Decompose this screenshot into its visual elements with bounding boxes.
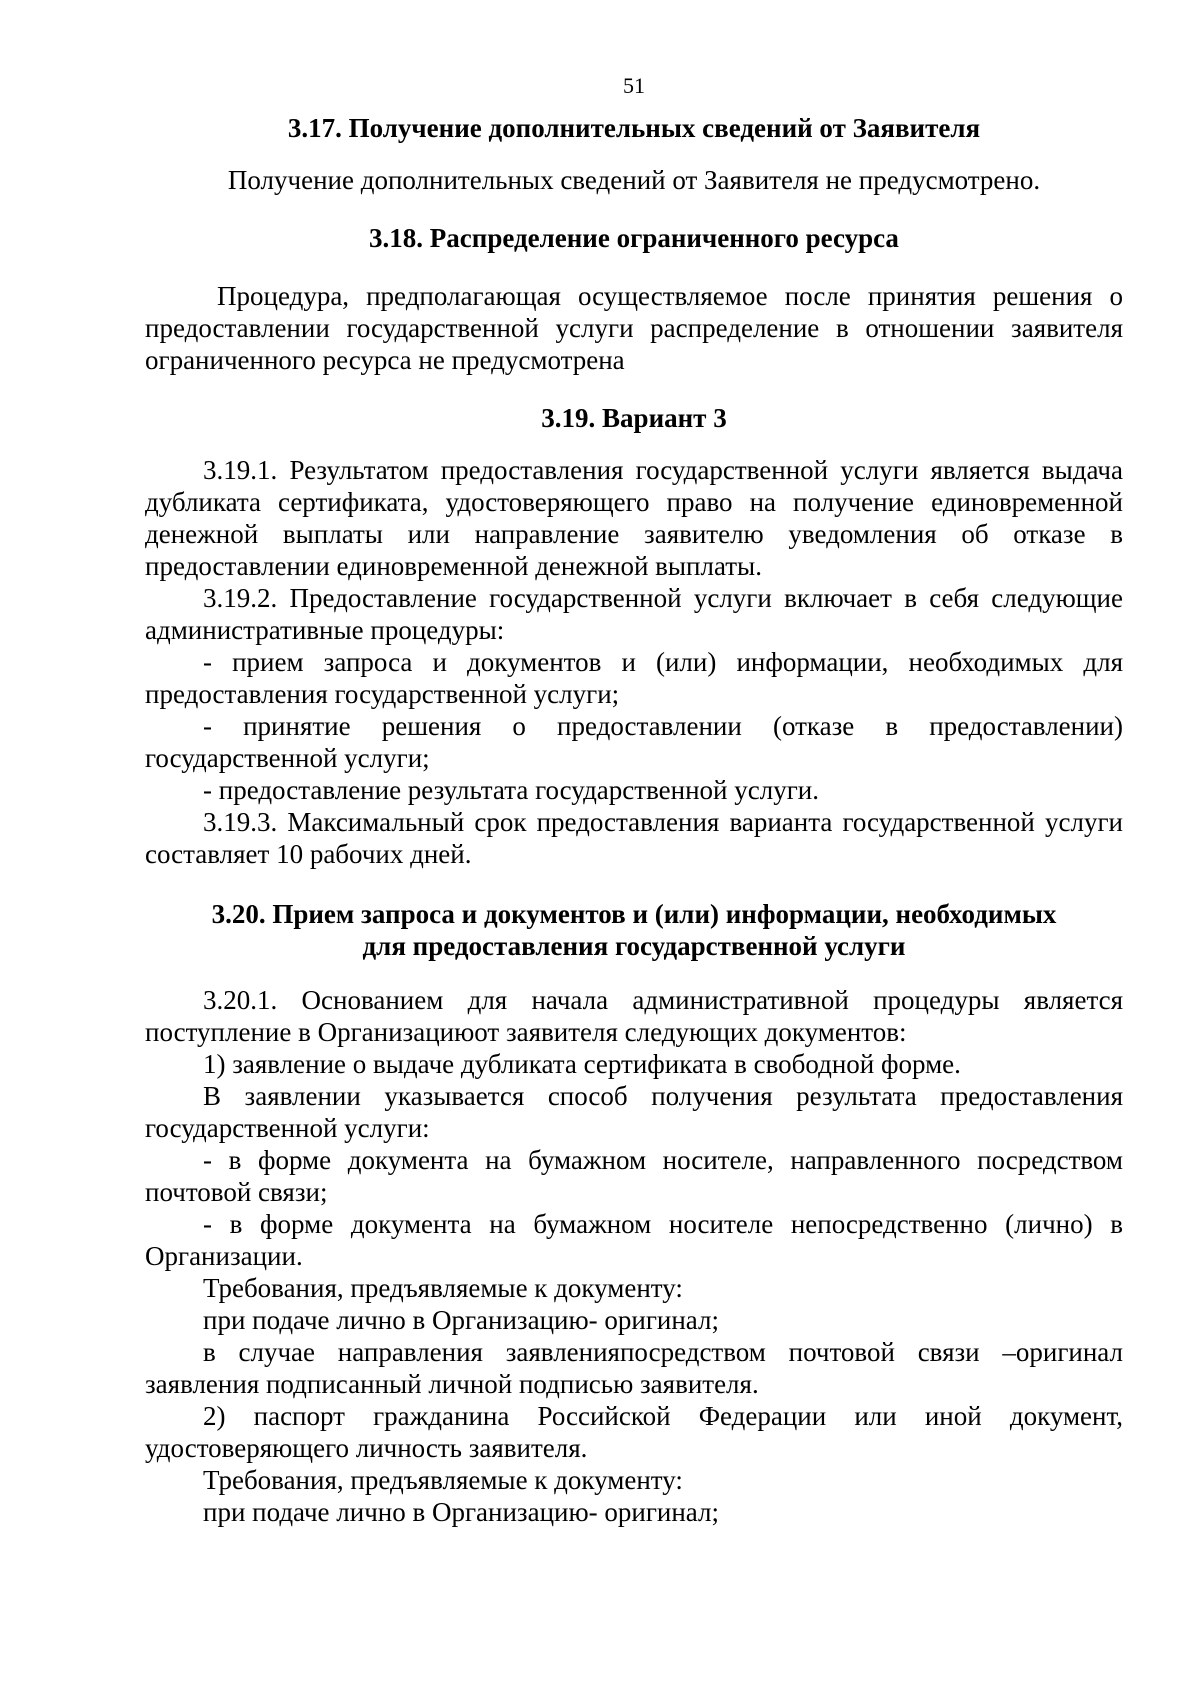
paragraph: В заявлении указывается способ получения результата предоставления государственной услуги: — [145, 1081, 1123, 1143]
list-item: - в форме документа на бумажном носителе непосредственно (лично) в Организации. — [145, 1209, 1123, 1271]
paragraph: при подаче лично в Организацию- оригинал; — [203, 1497, 720, 1527]
list-item: - принятие решения о предоставлении (отказе в предоставлении) государственной услуги; — [145, 711, 1123, 773]
list-item: - предоставление результата государственной услуги. — [203, 775, 819, 805]
section-3-18-body: Процедура, предполагающая осуществляемое после принятия решения о предоставлении государственной услуги распределение в отношении заявителя ограниченного ресурса не предусмотрена — [145, 281, 1123, 375]
paragraph: при подаче лично в Организацию- оригинал; — [203, 1305, 720, 1335]
paragraph-3-19-2: 3.19.2. Предоставление государственной услуги включает в себя следующие административные процедуры: — [145, 583, 1123, 645]
paragraph: 1) заявление о выдаче дубликата сертификата в свободной форме. — [203, 1049, 961, 1079]
paragraph: Требования, предъявляемые к документу: — [203, 1273, 683, 1303]
section-3-19-heading: 3.19. Вариант 3 — [541, 403, 727, 433]
list-item: - прием запроса и документов и (или) информации, необходимых для предоставления государственной услуги; — [145, 647, 1123, 709]
paragraph-3-20-1: 3.20.1. Основанием для начала административной процедуры является поступление в Организациюот заявителя следующих документов: — [145, 985, 1123, 1047]
section-3-20-heading — [145, 898, 1123, 962]
list-item: - в форме документа на бумажном носителе, направленного посредством почтовой связи; — [145, 1145, 1123, 1207]
section-3-20-heading-line2: для предоставления государственной услуги — [362, 931, 906, 961]
page-number: 51 — [623, 73, 645, 98]
paragraph: 2) паспорт гражданина Российской Федерации или иной документ, удостоверяющего личность заявителя. — [145, 1401, 1123, 1463]
paragraph-3-19-3: 3.19.3. Максимальный срок предоставления варианта государственной услуги составляет 10 рабочих дней. — [145, 807, 1123, 869]
section-3-18-heading: 3.18. Распределение ограниченного ресурса — [369, 223, 899, 253]
paragraph-3-19-1: 3.19.1. Результатом предоставления государственной услуги является выдача дубликата сертификата, удостоверяющего право на получение единовременной денежной выплаты или направление заявителю уведомления об отказе в предоставлении единовременной денежной выплаты. — [145, 455, 1123, 581]
paragraph: Требования, предъявляемые к документу: — [203, 1465, 683, 1495]
paragraph: в случае направления заявленияпосредством почтовой связи –оригинал заявления подписанный личной подписью заявителя. — [145, 1337, 1123, 1399]
section-3-20-heading-line1: 3.20. Прием запроса и документов и (или) информации, необходимых — [211, 899, 1057, 929]
section-3-17-heading: 3.17. Получение дополнительных сведений от Заявителя — [287, 113, 981, 143]
section-3-17-body: Получение дополнительных сведений от Заявителя не предусмотрено. — [227, 165, 1041, 195]
document-page — [145, 72, 1123, 1528]
